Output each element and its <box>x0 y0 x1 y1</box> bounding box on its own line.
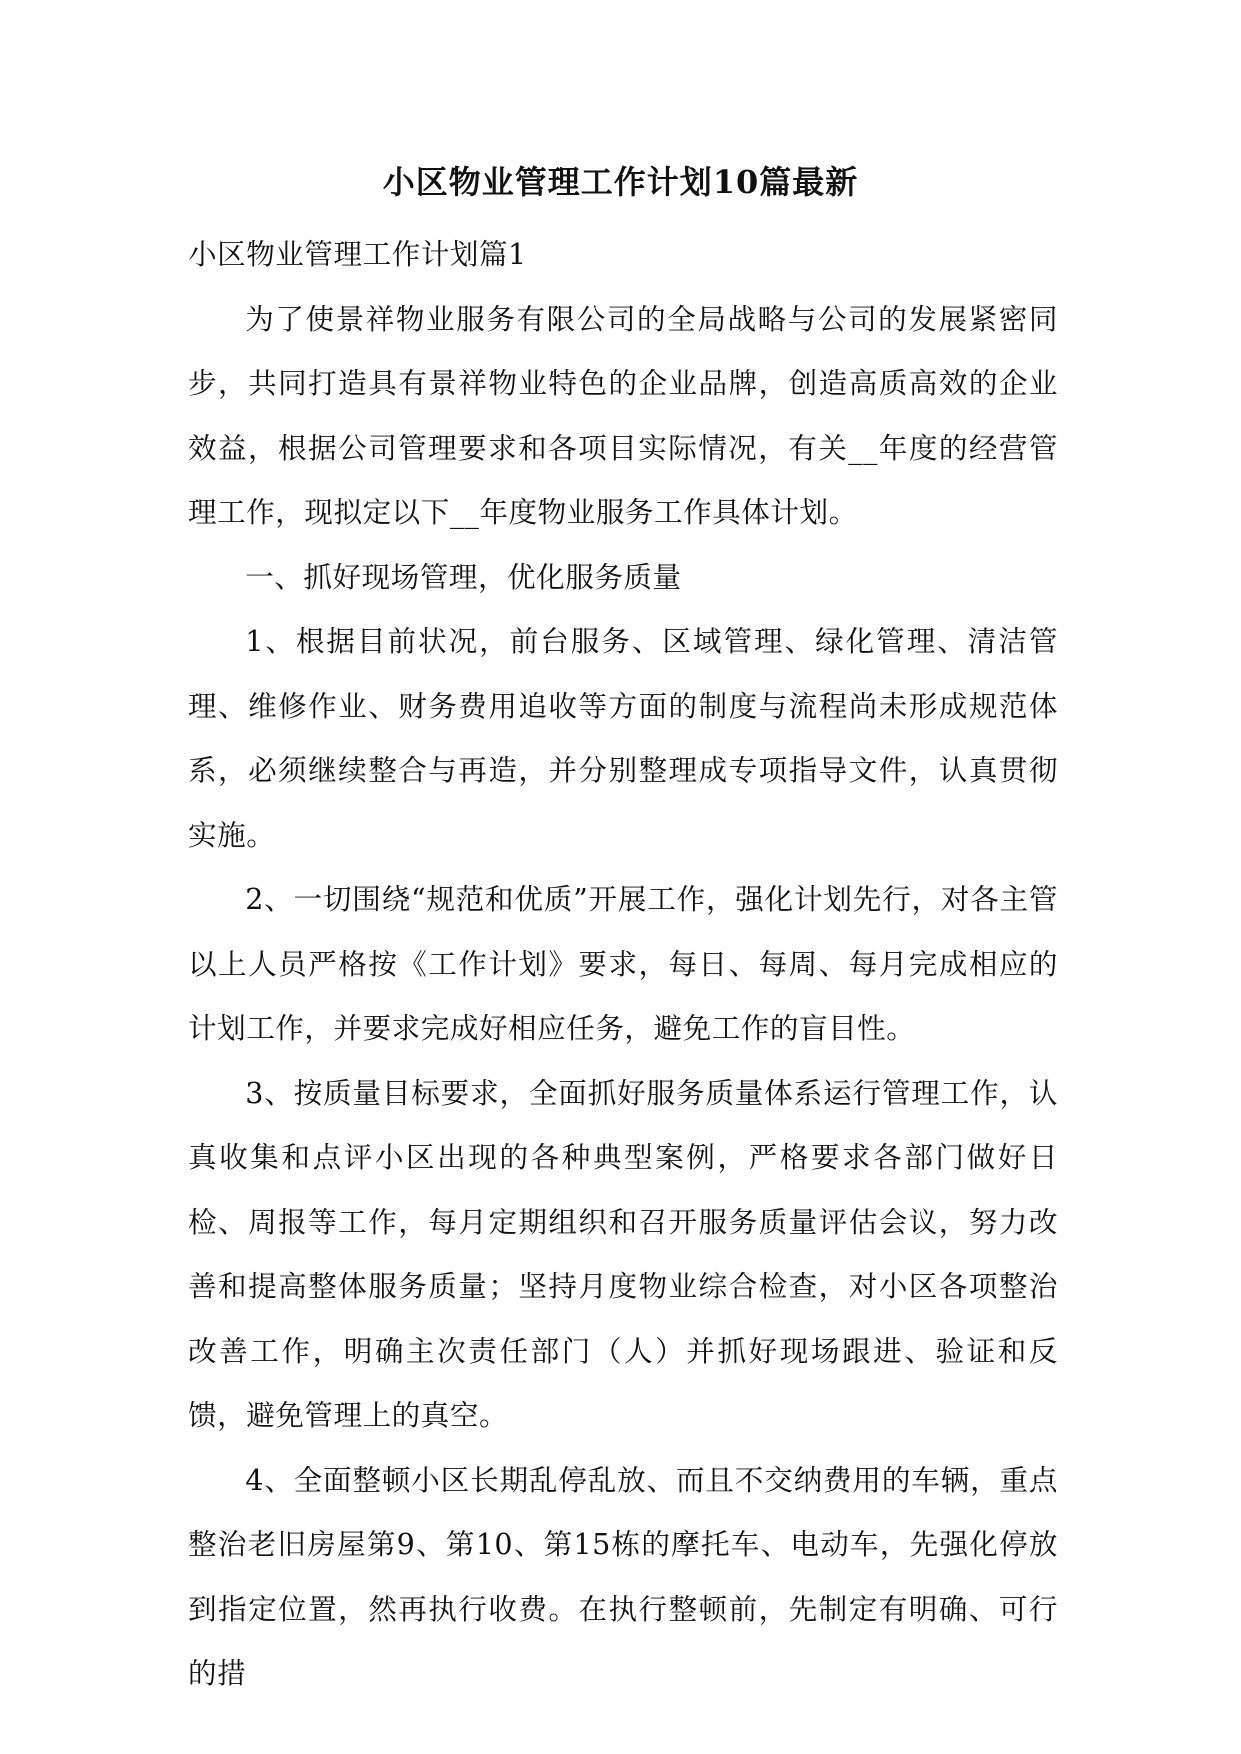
paragraph-intro: 为了使景祥物业服务有限公司的全局战略与公司的发展紧密同步，共同打造具有景祥物业特色的企业品牌，创造高质高效的企业效益，根据公司管理要求和各项目实际情况，有关__年度的经营管理工作，现拟定以下__年度物业服务工作具体计划。 <box>188 301 1058 529</box>
section-heading: 小区物业管理工作计划篇1 <box>188 237 527 271</box>
document-title: 小区物业管理工作计划10篇最新 <box>382 163 859 201</box>
document-body <box>188 222 1058 1706</box>
paragraph-item-1: 1、根据目前状况，前台服务、区域管理、绿化管理、清洁管理、维修作业、财务费用追收等方面的制度与流程尚未形成规范体系，必须继续整合与再造，并分别整理成专项指导文件，认真贯彻实施。 <box>188 624 1058 852</box>
paragraph-item-2: 2、一切围绕“规范和优质”开展工作，强化计划先行，对各主管以上人员严格按《工作计划》要求，每日、每周、每月完成相应的计划工作，并要求完成好相应任务，避免工作的盲目性。 <box>188 882 1058 1045</box>
paragraph-item-3: 3、按质量目标要求，全面抓好服务质量体系运行管理工作，认真收集和点评小区出现的各种典型案例，严格要求各部门做好日检、周报等工作，每月定期组织和召开服务质量评估会议，努力改善和提高整体服务质量；坚持月度物业综合检查，对小区各项整治改善工作，明确主次责任部门（人）并抓好现场跟进、验证和反馈，避免管理上的真空。 <box>188 1075 1058 1432</box>
paragraph-heading-1: 一、抓好现场管理，优化服务质量 <box>245 559 682 594</box>
paragraph-item-4: 4、全面整顿小区长期乱停乱放、而且不交纳费用的车辆，重点整治老旧房屋第9、第10、第15栋的摩托车、电动车，先强化停放到指定位置，然再执行收费。在执行整顿前，先制定有明确、可行的措 <box>188 1462 1058 1690</box>
